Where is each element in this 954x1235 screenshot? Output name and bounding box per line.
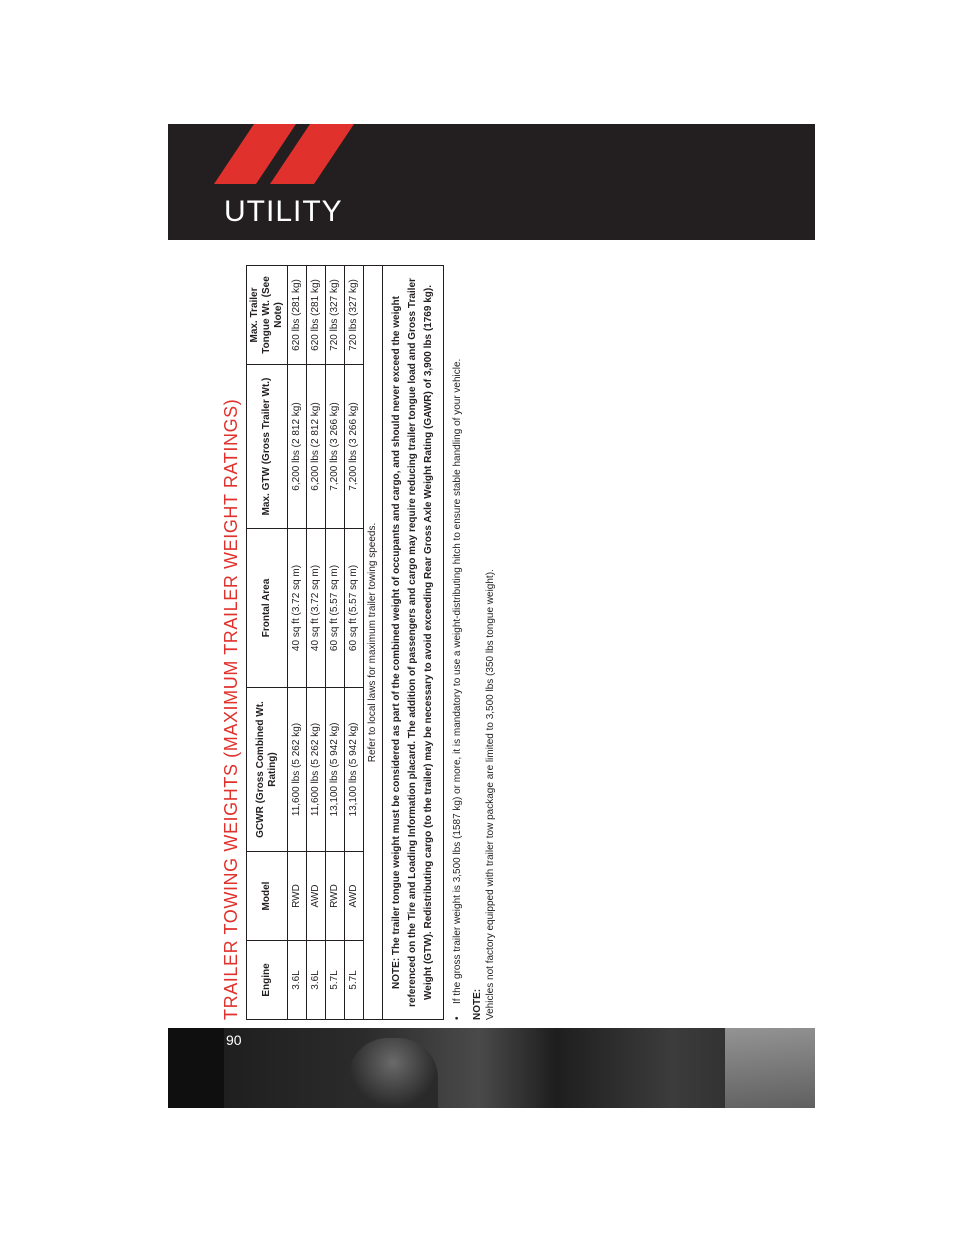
footer-photo [168, 1028, 815, 1108]
table-note-row [383, 266, 444, 1020]
rotated-content [220, 265, 540, 1020]
table-cell: 13,100 lbs (5 942 kg) [326, 688, 345, 852]
table-cell: AWD [345, 852, 364, 941]
table-footer-row [364, 266, 383, 1020]
bullet-text: If the gross trailer weight is 3,500 lbs (1587 kg) or more, it is mandatory to use a weight-distributing hitch to ensure stable handling of your vehicle. [452, 358, 463, 1004]
table-cell: 620 lbs (281 kg) [307, 266, 326, 365]
table-cell: RWD [288, 852, 307, 941]
header-cell: GCWR (Gross Combined Wt. Rating) [247, 688, 288, 852]
table-cell: 60 sq ft (5.57 sq m) [326, 529, 345, 688]
table-cell: AWD [307, 852, 326, 941]
page-gutter [168, 1028, 224, 1108]
table-row [288, 266, 307, 1020]
table-cell: 5.7L [326, 941, 345, 1020]
table-cell: 11,600 lbs (5 262 kg) [288, 688, 307, 852]
table-cell: 3.6L [288, 941, 307, 1020]
note-text: Vehicles not factory equipped with trailer tow package are limited to 3,500 lbs (350 lbs tongue weight). [485, 569, 496, 1020]
doc-title: TRAILER TOWING WEIGHTS (MAXIMUM TRAILER WEIGHT RATINGS) [221, 398, 241, 1020]
bullet-item [450, 265, 466, 1020]
table-cell: 40 sq ft (3.72 sq m) [288, 529, 307, 688]
section-title: UTILITY [224, 195, 343, 228]
table-cell: 5.7L [345, 941, 364, 1020]
table-cell: 13,100 lbs (5 942 kg) [345, 688, 364, 852]
table-cell: 60 sq ft (5.57 sq m) [345, 529, 364, 688]
table-footer: Refer to local laws for maximum trailer towing speeds. [364, 266, 383, 1020]
table-cell: 11,600 lbs (5 262 kg) [307, 688, 326, 852]
bullet-icon: • [452, 1016, 463, 1020]
header-cell: Model [247, 852, 288, 941]
towing-table [246, 265, 444, 1020]
table-cell: 720 lbs (327 kg) [326, 266, 345, 365]
table-header-row [247, 266, 288, 1020]
table-row [345, 266, 364, 1020]
header-cell: Max. GTW (Gross Trailer Wt.) [247, 365, 288, 529]
table-cell: 6,200 lbs (2 812 kg) [307, 365, 326, 529]
page-number: 90 [226, 1032, 242, 1048]
brand-stripes-icon [214, 124, 364, 184]
note-label: NOTE: [472, 988, 483, 1020]
table-cell: 7,200 lbs (3 266 kg) [345, 365, 364, 529]
table-cell: 620 lbs (281 kg) [288, 266, 307, 365]
table-note: NOTE: The trailer tongue weight must be considered as part of the combined weight of occupants and cargo, and should never exceed the weight referenced on the Tire and Loading Information placard. The addition of passengers and cargo may require reducing trailer tongue load and Gross Trailer Weight (GTW). Redistributing cargo (to the trailer) may be necessary to avoid exceeding Rear Gross Axle Weight Rating (GAWR) of 3,900 lbs (1769 kg). [383, 266, 444, 1020]
table-cell: 6,200 lbs (2 812 kg) [288, 365, 307, 529]
table-cell: 720 lbs (327 kg) [345, 266, 364, 365]
table-cell: RWD [326, 852, 345, 941]
table-cell: 3.6L [307, 941, 326, 1020]
header-cell: Engine [247, 941, 288, 1020]
table-row [307, 266, 326, 1020]
table-row [326, 266, 345, 1020]
table-cell: 40 sq ft (3.72 sq m) [307, 529, 326, 688]
header-cell: Frontal Area [247, 529, 288, 688]
table-cell: 7,200 lbs (3 266 kg) [326, 365, 345, 529]
header-cell: Max. Trailer Tongue Wt. (See Note) [247, 266, 288, 365]
